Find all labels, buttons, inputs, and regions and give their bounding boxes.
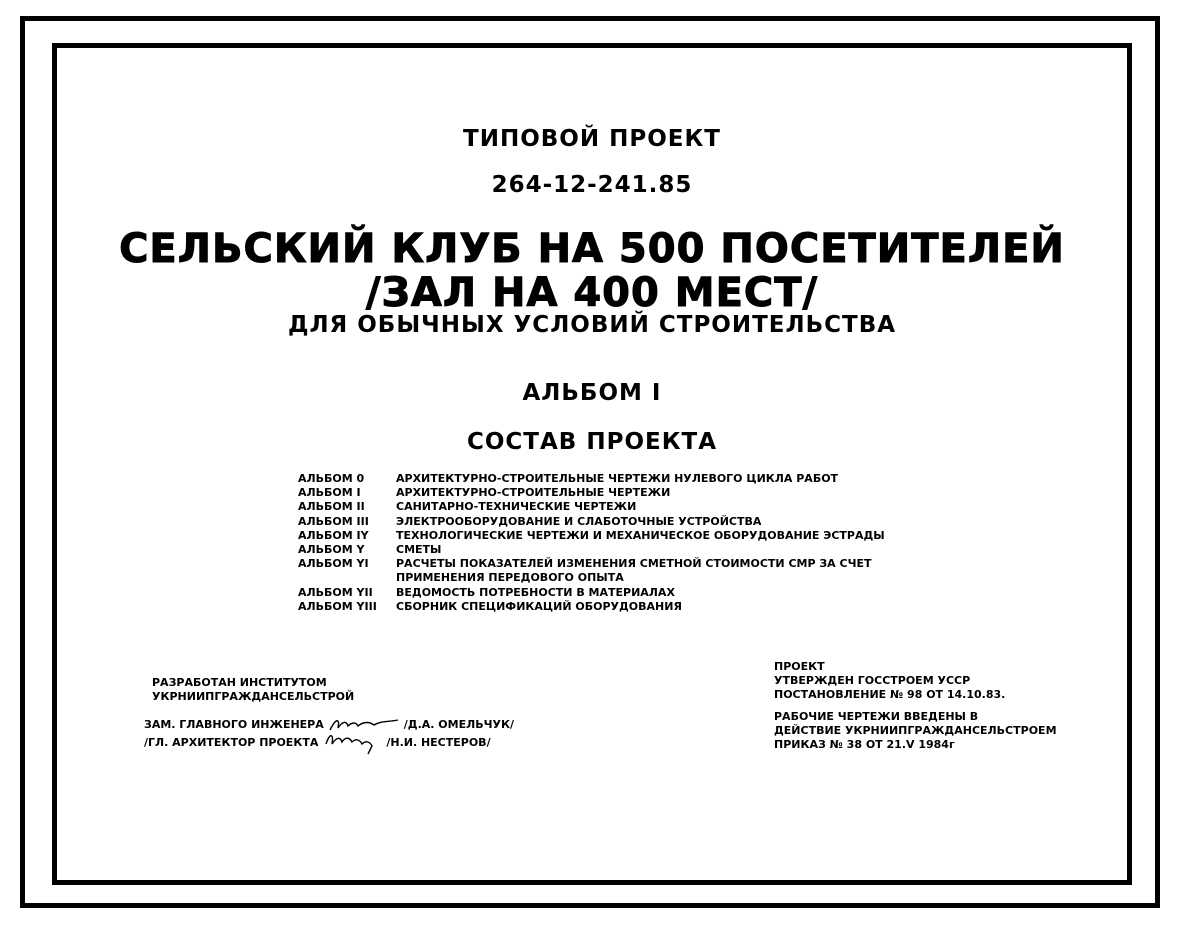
album-list xyxy=(298,472,936,614)
album-description: АРХИТЕКТУРНО-СТРОИТЕЛЬНЫЕ ЧЕРТЕЖИ xyxy=(396,486,671,500)
album-key: АЛЬБОМ YII xyxy=(298,585,373,599)
approval-line: ПОСТАНОВЛЕНИЕ № 98 ОТ 14.10.83. xyxy=(774,688,1006,701)
album-key: АЛЬБОМ I xyxy=(298,486,361,500)
album-description: РАСЧЕТЫ ПОКАЗАТЕЛЕЙ ИЗМЕНЕНИЯ СМЕТНОЙ СТОИМОСТИ СМР ЗА СЧЕТ xyxy=(396,557,872,571)
album-description: АРХИТЕКТУРНО-СТРОИТЕЛЬНЫЕ ЧЕРТЕЖИ НУЛЕВОГО ЦИКЛА РАБОТ xyxy=(396,472,839,485)
album-key xyxy=(298,571,396,585)
album-description: ПРИМЕНЕНИЯ ПЕРЕДОВОГО ОПЫТА xyxy=(396,571,624,585)
album-key: АЛЬБОМ III xyxy=(298,514,369,528)
signer-role: /ГЛ. АРХИТЕКТОР ПРОЕКТА xyxy=(144,736,319,749)
approval-block xyxy=(774,660,1057,752)
signature-row xyxy=(144,734,514,752)
list-item xyxy=(298,486,936,500)
signer-role: ЗАМ. ГЛАВНОГО ИНЖЕНЕРА xyxy=(144,718,324,731)
list-item xyxy=(298,586,936,600)
album-key: АЛЬБОМ YIII xyxy=(298,599,377,613)
album-description: ТЕХНОЛОГИЧЕСКИЕ ЧЕРТЕЖИ И МЕХАНИЧЕСКОЕ ОБОРУДОВАНИЕ ЭСТРАДЫ xyxy=(396,528,885,542)
album-description: САНИТАРНО-ТЕХНИЧЕСКИЕ ЧЕРТЕЖИ xyxy=(396,500,637,514)
list-item xyxy=(298,515,936,529)
album-description: СБОРНИК СПЕЦИФИКАЦИЙ ОБОРУДОВАНИЯ xyxy=(396,599,682,613)
list-item xyxy=(298,472,936,486)
album-key: АЛЬБОМ IY xyxy=(298,528,369,542)
album-description: ВЕДОМОСТЬ ПОТРЕБНОСТИ В МАТЕРИАЛАХ xyxy=(396,585,675,599)
main-title: СЕЛЬСКИЙ КЛУБ НА 500 ПОСЕТИТЕЛЕЙ xyxy=(119,226,1065,272)
signer-name: /Д.А. ОМЕЛЬЧУК/ xyxy=(403,718,514,731)
album-key: АЛЬБОМ 0 xyxy=(298,472,365,485)
album-description: ЭЛЕКТРООБОРУДОВАНИЕ И СЛАБОТОЧНЫЕ УСТРОЙСТВА xyxy=(396,514,762,528)
developer-line: РАЗРАБОТАН ИНСТИТУТОМ xyxy=(152,676,327,689)
album-key: АЛЬБОМ YI xyxy=(298,557,369,571)
album-key: АЛЬБОМ Y xyxy=(298,543,365,557)
list-item xyxy=(298,500,936,514)
approval-line: УТВЕРЖДЕН ГОССТРОЕМ УССР xyxy=(774,674,971,687)
developer-institute: УКРНИИПГРАЖДАНСЕЛЬСТРОЙ xyxy=(152,690,355,703)
list-item xyxy=(298,529,936,543)
approval-line: ПРОЕКТ xyxy=(774,660,825,673)
approval-line: ПРИКАЗ № 38 ОТ 21.V 1984г xyxy=(774,738,955,751)
project-type: ТИПОВОЙ ПРОЕКТ xyxy=(463,126,721,152)
list-item xyxy=(298,543,936,557)
album-number: АЛЬБОМ I xyxy=(522,380,662,406)
signature-block xyxy=(144,716,514,752)
list-item xyxy=(298,571,936,585)
conditions-subtitle: ДЛЯ ОБЫЧНЫХ УСЛОВИЙ СТРОИТЕЛЬСТВА xyxy=(287,312,897,338)
album-key: АЛЬБОМ II xyxy=(298,500,365,514)
project-code: 264-12-241.85 xyxy=(491,172,693,198)
album-description: СМЕТЫ xyxy=(396,543,442,557)
inner-frame xyxy=(52,43,1132,885)
hall-subtitle: /ЗАЛ НА 400 МЕСТ/ xyxy=(365,270,819,316)
list-item xyxy=(298,557,936,571)
list-item xyxy=(298,600,936,614)
approval-line: РАБОЧИЕ ЧЕРТЕЖИ ВВЕДЕНЫ В xyxy=(774,710,979,723)
approval-line: ДЕЙСТВИЕ УКРНИИПГРАЖДАНСЕЛЬСТРОЕМ xyxy=(774,724,1057,737)
developer-block xyxy=(152,676,354,704)
signature-nesterov xyxy=(322,730,382,756)
signer-name: /Н.И. НЕСТЕРОВ/ xyxy=(386,736,491,749)
composition-heading: СОСТАВ ПРОЕКТА xyxy=(467,429,717,455)
